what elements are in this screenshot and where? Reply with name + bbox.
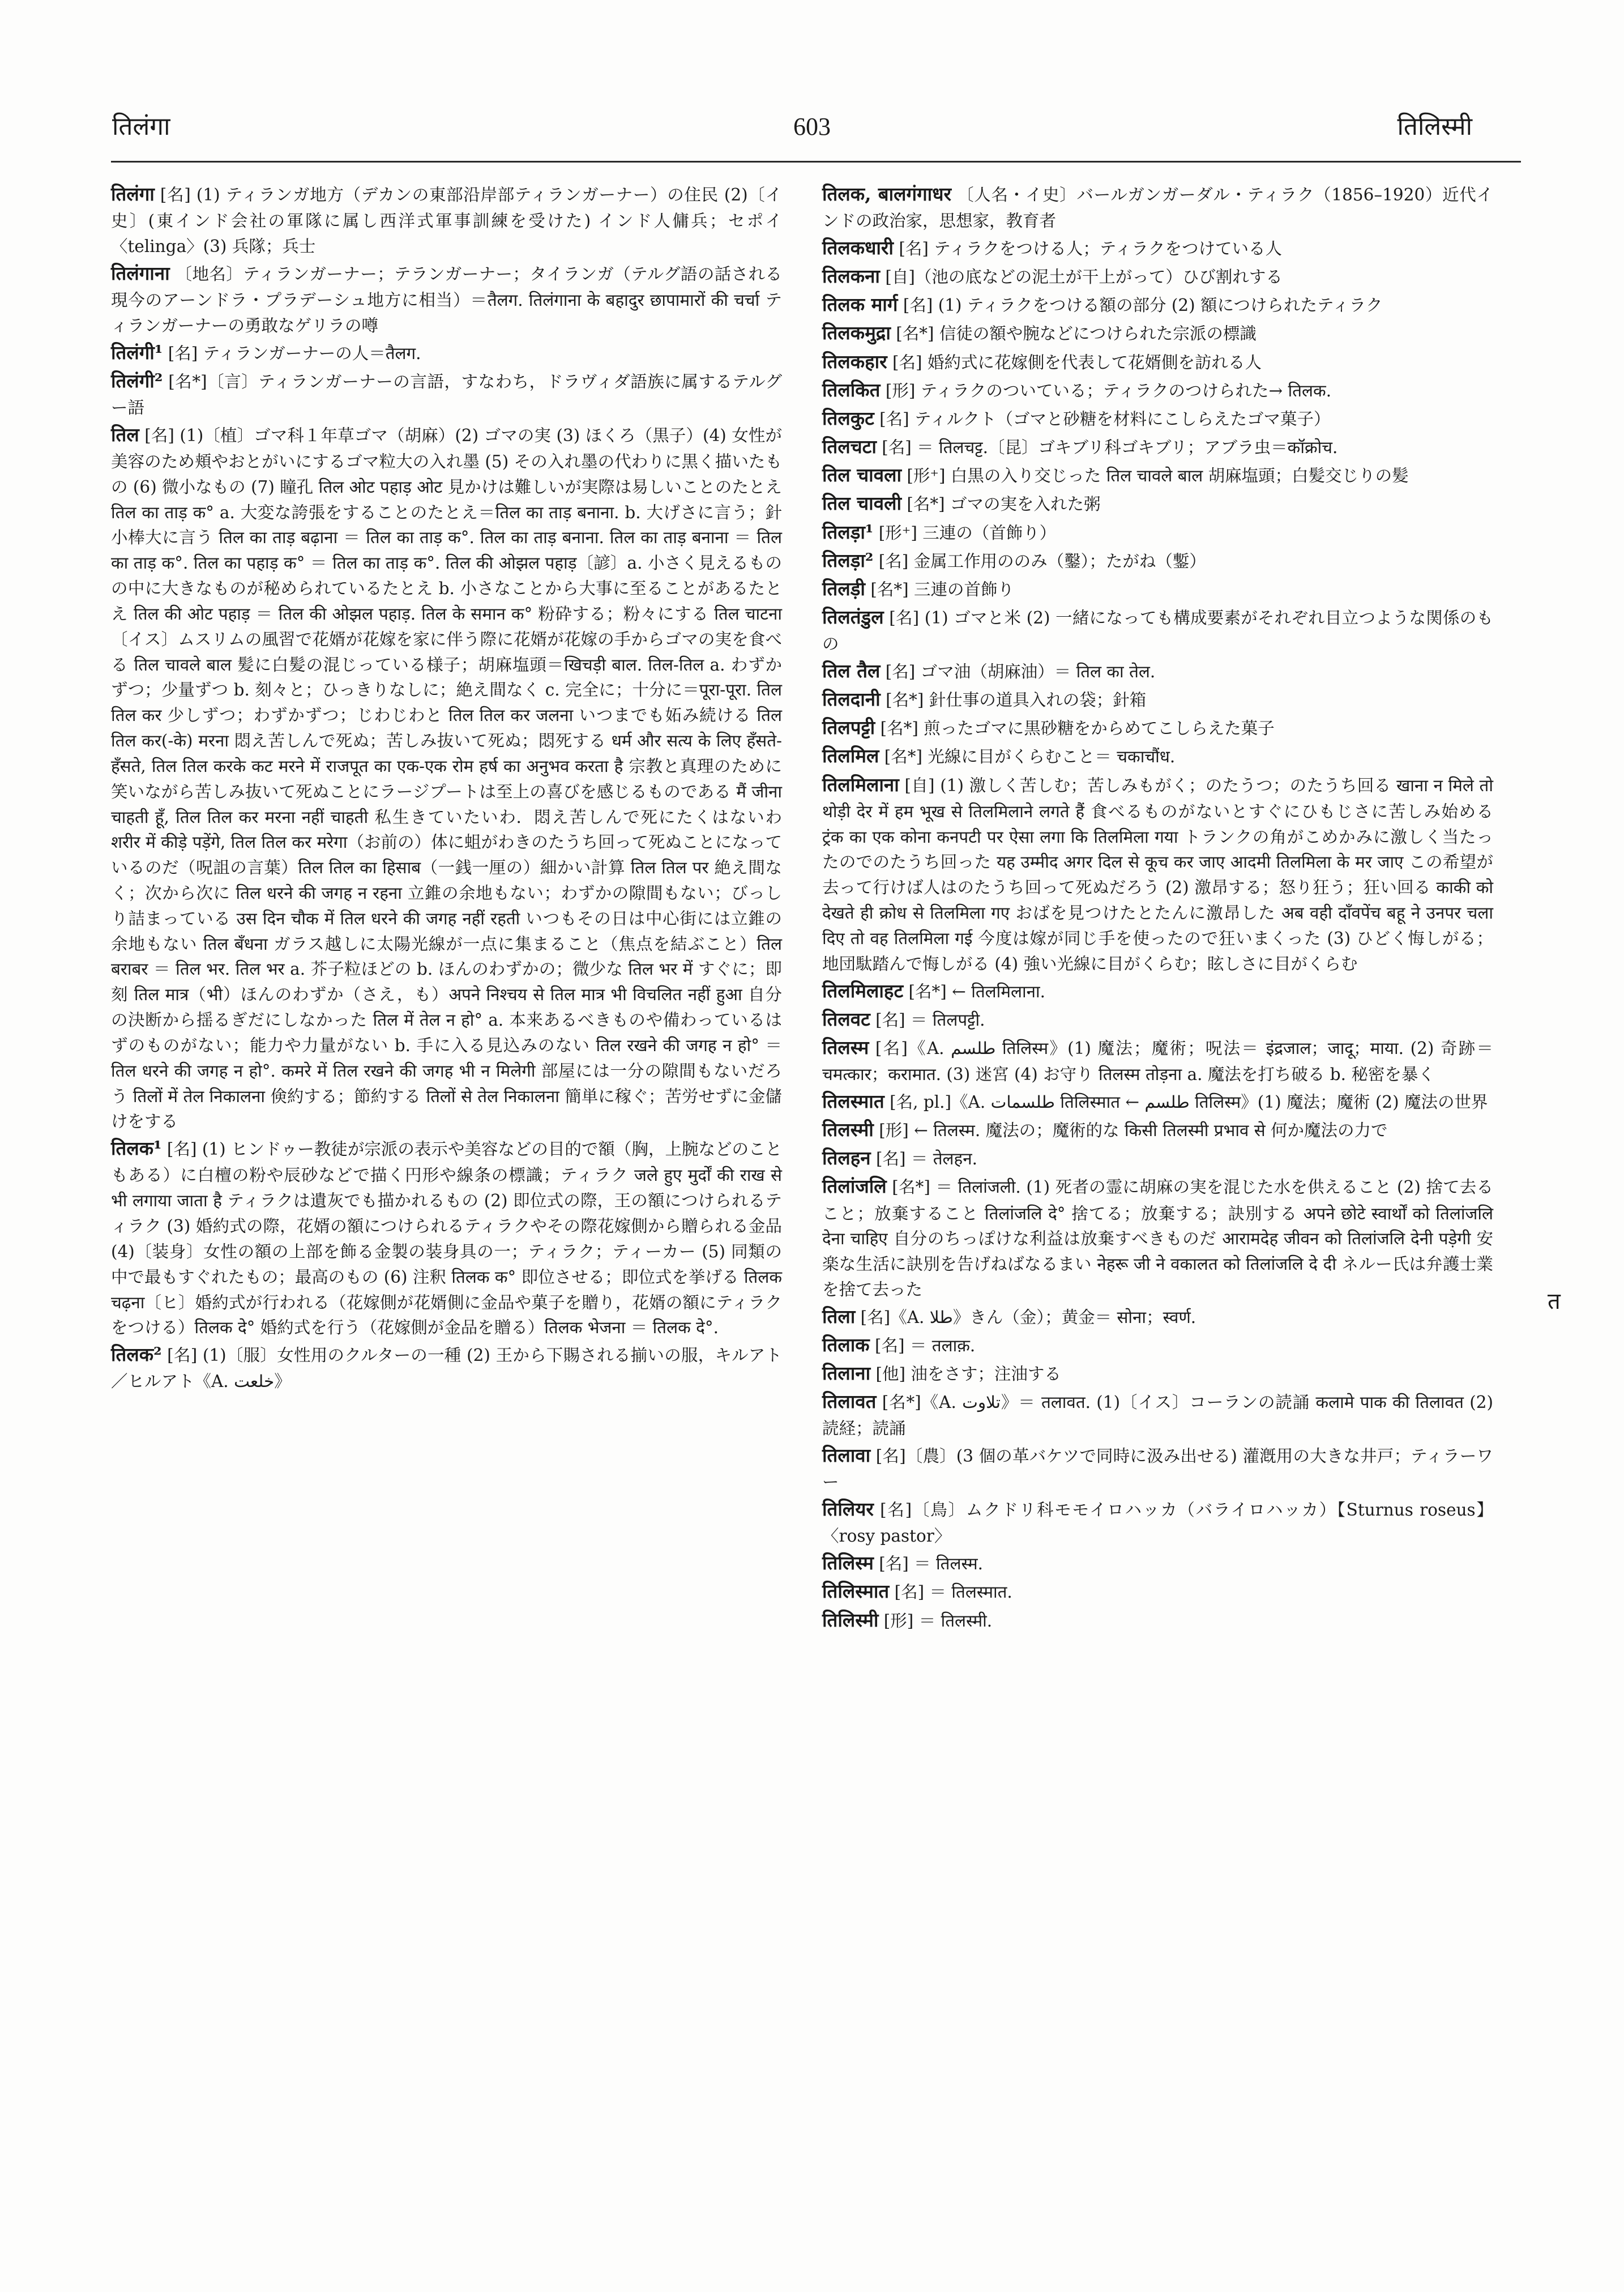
- dictionary-entry: [822, 1495, 1493, 1549]
- entry-definition: [名*] ← तिलमिलाना.: [908, 981, 1045, 1001]
- entry-definition: [名]《A. طلا》きん（金）；黄金＝ सोना；स्वर्ण.: [860, 1307, 1196, 1327]
- entry-headword: तिलकना: [822, 265, 880, 288]
- dictionary-entry: [822, 603, 1493, 657]
- entry-definition: 〔地名〕ティランガーナー；テランガーナー；タイランガ（テルグ語の話される現今のアーンドラ・プラデーシュ地方に相当）＝तैलग. तिलंगाना के बहादुर छापामारों की चर्चा ティランガーナーの勇敢なゲリラの噂: [111, 264, 782, 335]
- entry-definition: [名]《A. طلسم तिलिस्म》(1) 魔法；魔術；呪法＝ इंद्रजाल；जादू；माया. (2) 奇跡＝ चमत्कार；करामात. (3) 迷宮 (4) お守り तिलस्म तोड़ना a. 魔法を打ち破る b. 秘密を暴く: [822, 1038, 1493, 1085]
- entry-definition: [名*] 信徒の額や腕などにつけられた宗派の標識: [896, 324, 1257, 344]
- entry-headword: तिलियर: [822, 1498, 874, 1521]
- dictionary-entry: [822, 1034, 1493, 1087]
- dictionary-entry: [822, 977, 1493, 1005]
- thumb-index-letter: त: [1548, 1288, 1561, 1314]
- dictionary-entry: [822, 461, 1493, 489]
- entry-definition: [名] ティルクト（ゴマと砂糖を材料にこしらえたゴマ菓子）: [879, 409, 1331, 429]
- running-head-first-word: तिलंगा: [112, 112, 170, 141]
- dictionary-entry: [822, 1606, 1493, 1634]
- entry-definition: [名, pl.]《A. طلسمات तिलिस्मात ← طلسم तिलिस्म》(1) 魔法；魔術 (2) 魔法の世界: [890, 1092, 1488, 1112]
- entry-headword: तिलाक: [822, 1333, 870, 1356]
- entry-headword: तिलवट: [822, 1008, 870, 1030]
- dictionary-entry: [822, 291, 1493, 319]
- entry-headword: तिलिस्म: [822, 1552, 874, 1574]
- dictionary-entry: [822, 1331, 1493, 1359]
- entry-definition: [他] 油をさす；注油する: [875, 1364, 1061, 1384]
- entry-headword: तिलकमुद्रा: [822, 322, 891, 344]
- dictionary-entry: [822, 1144, 1493, 1172]
- entry-headword: तिलक²: [111, 1343, 162, 1366]
- entry-headword: तिलंगा: [111, 183, 155, 205]
- dictionary-entry: [822, 433, 1493, 461]
- entry-definition: [形⁺] 三連の（首飾り）: [878, 523, 1057, 543]
- dictionary-entry: [822, 489, 1493, 518]
- entry-headword: तिलंगाना: [111, 262, 170, 284]
- entry-headword: तिल तैल: [822, 660, 881, 682]
- entry-headword: तिलड़ा¹: [822, 520, 874, 543]
- entry-headword: तिल चावला: [822, 464, 901, 486]
- entry-definition: [名] 婚約式に花嫁側を代表して花婿側を訪れる人: [892, 352, 1262, 372]
- entry-headword: तिलमिल: [822, 745, 879, 767]
- entry-definition: [形] ティラクのついている；ティラクのつけられた→ तिलक.: [885, 381, 1332, 400]
- entry-definition: [名*]〔言〕ティランガーナーの言語，すなわち，ドラヴィダ語族に属するテルグー語: [111, 372, 782, 417]
- entry-definition: [形⁺] 白黒の入り交じった तिल चावले बाल 胡麻塩頭；白髪交じりの髪: [907, 466, 1409, 486]
- dictionary-entry: [822, 262, 1493, 291]
- left-column: [111, 180, 782, 1394]
- entry-headword: तिलस्मी: [822, 1119, 874, 1141]
- dictionary-entry: [111, 1341, 782, 1394]
- entry-headword: तिलक, बालगंगाधर: [822, 183, 952, 205]
- dictionary-entry: [822, 1172, 1493, 1302]
- entry-headword: तिलक मार्ग: [822, 293, 898, 316]
- entry-definition: [名]〔農〕(3 個の革バケツで同時に汲み出せる) 灌漑用の大きな井戸；ティラーワー: [822, 1446, 1493, 1492]
- entry-headword: तिल चावली: [822, 492, 901, 515]
- entry-definition: [名] ティラクをつける人；ティラクをつけている人: [899, 238, 1283, 258]
- header-rule: [111, 161, 1521, 163]
- entry-headword: तिलांजलि: [822, 1175, 887, 1198]
- dictionary-entry: [822, 1577, 1493, 1606]
- running-head-last-word: तिलिस्मी: [1397, 112, 1472, 141]
- dictionary-entry: [111, 421, 782, 1135]
- dictionary-entry: [822, 771, 1493, 977]
- entry-headword: तिलदानी: [822, 688, 881, 711]
- entry-definition: [名] ＝ तिलचट्ट.〔昆〕ゴキブリ科ゴキブリ；アブラ虫＝कॉक्रोच.: [882, 438, 1338, 458]
- entry-headword: तिलड़ा²: [822, 549, 874, 571]
- entry-headword: तिलंगी²: [111, 369, 163, 392]
- entry-definition: [名] (1)〔植〕ゴマ科１年草ゴマ（胡麻）(2) ゴマの実 (3) ほくろ（黒子）(4) 女性が美容のため頬やおとがいにするゴマ粒大の入れ墨 (5) その入れ墨の代わりに黒く描いたもの (6) 微小なもの (7) 瞳孔 तिल ओट पहाड़ ओट 見かけは難しいが実際は易しいことのたとえ तिल का ताड़ क° a. 大変な誇張をすることのたとえ＝तिल का ताड़ बनाना. b. 大げさに言う；針小棒大に言う तिल का ताड़ बढ़ाना ＝ तिल का ताड़ क°. तिल का ताड़ बनाना. तिल का ताड़ बनाना ＝ तिल का ताड़ क°. तिल का पहाड़ क° ＝ तिल का ताड़ क°. तिल की ओझल पहाड़〔諺〕a. 小さく見えるものの中に大きなものが秘められているたとえ b. 小さなことから大事に至ることがあるたとえ तिल की ओट पहाड़ ＝ तिल की ओझल पहाड़. तिल के समान क° 粉砕する；粉々にする तिल चाटना〔イス〕ムスリムの風習で花婿が花嫁を家に伴う際に花婿が花嫁の手からゴマの実を食べる तिल चावले बाल 髪に白髪の混じっている様子；胡麻塩頭＝खिचड़ी बाल. तिल-तिल a. わずかずつ；少量ずつ b. 刻々と；ひっきりなしに；絶え間なく c. 完全に；十分に＝पूरा-पूरा. तिल तिल कर 少しずつ；わずかずつ；じわじわと तिल तिल कर जलना いつまでも妬み続ける तिल तिल कर(-के) मरना 悶え苦しんで死ぬ；苦しみ抜いて死ぬ；悶死する धर्म और सत्य के लिए हँसते-हँसते, तिल तिल करके कट मरने में राजपूत का एक-एक रोम हर्ष का अनुभव करता है 宗教と真理のために笑いながら苦しみ抜いて死ぬことにラージプートは至上の喜びを感じるものである मैं जीना चाहती हूँ, तिल तिल कर मरना नहीं चाहती 私生きていたいわ．悶え苦しんで死にたくはないわ शरीर में कीड़े पड़ेंगे, तिल तिल कर मरेगा（お前の）体に蛆がわきのたうち回って死ぬことになっているのだ（呪詛の言葉）तिल तिल का हिसाब（一銭一厘の）細かい計算 तिल तिल पर 絶え間なく；次から次に तिल धरने की जगह न रहना 立錐の余地もない；わずかの隙間もない；びっしり詰まっている उस दिन चौक में तिल धरने की जगह नहीं रहती いつもその日は中心街には立錐の余地もない तिल बँधना ガラス越しに太陽光線が一点に集まること（焦点を結ぶこと）तिल बराबर ＝ तिल भर. तिल भर a. 芥子粒ほどの b. ほんのわずかの；微少な तिल भर में すぐに；即刻 तिल मात्र（भी）ほんのわずか（さえ，も）अपने निश्चय से तिल मात्र भी विचलित नहीं हुआ 自分の決断から揺るぎだにしなかった तिल में तेल न हो° a. 本来あるべきものや備わっているはずのものがない；能力や力量がない b. 手に入る見込みのない तिल रखने की जगह न हो° ＝ तिल धरने की जगह न हो°. कमरे में तिल रखने की जगह भी न मिलेगी 部屋には一分の隙間もないだろう तिलों में तेल निकालना 倹約する；節約する तिलों से तेल निकालना 簡単に稼ぐ；苦労せずに金儲けをする: [111, 425, 782, 1132]
- dictionary-entry: [822, 348, 1493, 376]
- entry-definition: [名] ＝ तिलस्मात.: [894, 1582, 1012, 1602]
- entry-definition: [名] (1) ゴマと米 (2) 一緒になっても構成要素がそれぞれ目立つような関係のもの: [822, 608, 1493, 654]
- entry-definition: 〔人名・イ史〕バールガンガーダル・ティラク（1856–1920）近代インドの政治家，思想家，教育者: [822, 185, 1493, 231]
- entry-definition: [名] (1) ヒンドゥー教徒が宗派の表示や美容などの目的で額（胸，上腕などのこともある）に白檀の粉や辰砂などで描く円形や線条の標識；ティラク जले हुए मुर्दों की राख से भी लगाया जाता है ティラクは遺灰でも描かれるもの (2) 即位式の際，王の額につけられるティラク (3) 婚約式の際，花婿の額につけられるティラクやその際花嫁側から贈られる金品 (4)〔装身〕女性の額の上部を飾る金製の装身具の一；ティラク；ティーカー (5) 同類の中で最もすぐれたもの；最高のもの (6) 注釈 तिलक क° 即位させる；即位式を挙げる तिलक चढ़ना〔ヒ〕婚約式が行われる（花嫁側が花婿側に金品や菓子を贈り，花婿の額にティラクをつける）तिलक दे° 婚約式を行う（花嫁側が金品を贈る）तिलक भेजना ＝ तिलक दे°.: [111, 1139, 782, 1338]
- right-column: [822, 180, 1493, 1634]
- dictionary-entry: [822, 234, 1493, 262]
- entry-definition: [名*] ＝ तिलांजली. (1) 死者の霊に胡麻の実を混じた水を供えること (2) 捨て去ること；放棄すること तिलांजलि दे° 捨てる；放棄する；訣別する अपने छोटे स्वार्थों को तिलांजलि देना चाहिए 自分のちっぽけな利益は放棄すべきものだ आरामदेह जीवन को तिलांजलि देनी पड़ेगी 安楽な生活に訣別を告げねばなるまい नेहरू जी ने वकालत को तिलांजलि दे दी ネルー氏は弁護士業を捨て去った: [822, 1177, 1493, 1299]
- entry-headword: तिलकहार: [822, 350, 887, 373]
- entry-headword: तिलड़ी: [822, 577, 865, 600]
- entry-definition: [名] (1) ティランガ地方（デカンの東部沿岸部ティランガーナー）の住民 (2)〔イ史〕(東インド会社の軍隊に属し西洋式軍事訓練を受けた) インド人傭兵；セポイ〈telinga〉(3) 兵隊；兵士: [111, 185, 782, 256]
- dictionary-entry: [822, 657, 1493, 685]
- dictionary-entry: [822, 518, 1493, 547]
- entry-headword: तिलकुट: [822, 407, 874, 429]
- entry-headword: तिलमिलाहट: [822, 979, 904, 1002]
- entry-headword: तिला: [822, 1305, 856, 1328]
- dictionary-entry: [111, 180, 782, 259]
- entry-headword: तिलस्म: [822, 1036, 869, 1058]
- dictionary-entry: [822, 547, 1493, 575]
- dictionary-entry: [822, 575, 1493, 603]
- entry-headword: तिलावत: [822, 1390, 877, 1413]
- entry-definition: [名*] 三連の首飾り: [870, 579, 1014, 599]
- dictionary-entry: [822, 685, 1493, 714]
- entry-definition: [名] ティランガーナーの人＝तैलग.: [168, 343, 421, 363]
- dictionary-entry: [822, 1116, 1493, 1144]
- dictionary-entry: [822, 1359, 1493, 1388]
- entry-definition: [名*] 針仕事の道具入れの袋；針箱: [886, 690, 1147, 710]
- entry-definition: [名] ＝ तलाक़.: [875, 1335, 976, 1355]
- entry-definition: [名*] 煎ったゴマに黒砂糖をからめてこしらえた菓子: [880, 719, 1275, 739]
- entry-definition: [自] (1) 激しく苦しむ；苦しみもがく；のたうつ；のたうち回る खाना न मिले तो थोड़ी देर में हम भूख से तिलमिलाने लगते हैं 食べるものがないとすぐにひもじさに苦しみ始める ट्रंक का एक कोना कनपटी पर ऐसा लगा कि तिलमिला गया トランクの角がこめかみに激しく当たったのでのたうち回った यह उम्मीद अगर दिल से कूच कर जाए आदमी तिलमिला के मर जाए この希望が去って行けば人はのたうち回って死ぬだろう (2) 激昂する；怒り狂う；狂い回る काकी को देखते ही क्रोध से तिलमिला गए おばを見つけたとたんに激昂した अब वही दाँवपेंच बहू ने उनपर चला दिए तो वह तिलमिला गई 今度は嫁が同じ手を使ったので狂いまくった (3) ひどく悔しがる；地団駄踏んで悔しがる (4) 強い光線に目がくらむ；眩しさに目がくらむ: [822, 775, 1493, 974]
- dictionary-entry: [822, 1441, 1493, 1495]
- entry-headword: तिलतंडुल: [822, 606, 884, 629]
- entry-definition: [名]〔鳥〕ムクドリ科モモイロハッカ（バライロハッカ）【Sturnus roseus】〈rosy pastor〉: [822, 1500, 1493, 1546]
- dictionary-entry: [111, 259, 782, 339]
- entry-definition: [自]（池の底などの泥土が干上がって）ひび割れする: [885, 267, 1283, 287]
- entry-definition: [形] ＝ तिलस्मी.: [883, 1611, 993, 1631]
- entry-headword: तिलक¹: [111, 1137, 162, 1160]
- entry-headword: तिलमिलाना: [822, 773, 899, 796]
- dictionary-entry: [822, 319, 1493, 347]
- entry-definition: [名] (1)〔服〕女性用のクルターの一種 (2) 王から下賜される揃いの服，キルアト／ヒルアト《A. خلعت》: [111, 1346, 782, 1392]
- dictionary-entry: [111, 339, 782, 367]
- entry-headword: तिलिस्मी: [822, 1608, 879, 1631]
- entry-headword: तिल: [111, 423, 139, 446]
- dictionary-entry: [822, 1388, 1493, 1441]
- entry-headword: तिलचटा: [822, 436, 877, 458]
- entry-definition: [名] ＝ तिलस्म.: [879, 1554, 983, 1574]
- entry-definition: [名] ＝ तिलपट्टी.: [875, 1010, 985, 1030]
- entry-headword: तिलपट्टी: [822, 716, 875, 739]
- entry-definition: [名] ゴマ油（胡麻油）＝ तिल का तेल.: [885, 662, 1156, 681]
- entry-definition: [名*] 光線に目がくらむこと＝ चकाचौंध.: [884, 747, 1176, 767]
- dictionary-entry: [111, 367, 782, 421]
- dictionary-entry: [111, 1134, 782, 1341]
- dictionary-entry: [822, 404, 1493, 433]
- entry-headword: तिलकधारी: [822, 236, 894, 259]
- entry-headword: तिलकित: [822, 378, 881, 401]
- dictionary-entry: [822, 714, 1493, 742]
- dictionary-entry: [822, 1303, 1493, 1331]
- dictionary-entry: [822, 742, 1493, 770]
- page-number: 603: [793, 113, 831, 140]
- entry-definition: [名*] ゴマの実を入れた粥: [907, 494, 1101, 514]
- dictionary-entry: [822, 180, 1493, 234]
- dictionary-entry: [822, 1005, 1493, 1034]
- entry-definition: [形] ← तिलस्म. 魔法の；魔術的な किसी तिलस्मी प्रभाव से 何か魔法の力で: [879, 1121, 1388, 1141]
- entry-definition: [名*]《A. تلاوت》＝ तलावत. (1)〔イス〕コーランの読誦 कलामे पाक की तिलावत (2) 読経；読誦: [822, 1393, 1493, 1439]
- entry-headword: तिलिस्मात: [822, 1580, 890, 1603]
- entry-headword: तिलहन: [822, 1147, 871, 1170]
- entry-definition: [名] (1) ティラクをつける額の部分 (2) 額につけられたティラク: [903, 296, 1383, 315]
- dictionary-entry: [822, 1087, 1493, 1116]
- dictionary-entry: [822, 376, 1493, 404]
- entry-definition: [名] 金属工作用ののみ（鑿）；たがね（鏨）: [878, 551, 1206, 571]
- entry-headword: तिलस्मात: [822, 1090, 884, 1112]
- entry-headword: तिलाना: [822, 1362, 871, 1385]
- entry-headword: तिलावा: [822, 1444, 871, 1467]
- entry-headword: तिलंगी¹: [111, 341, 163, 364]
- dictionary-entry: [822, 1549, 1493, 1577]
- entry-definition: [名] ＝ तेलहन.: [875, 1149, 977, 1169]
